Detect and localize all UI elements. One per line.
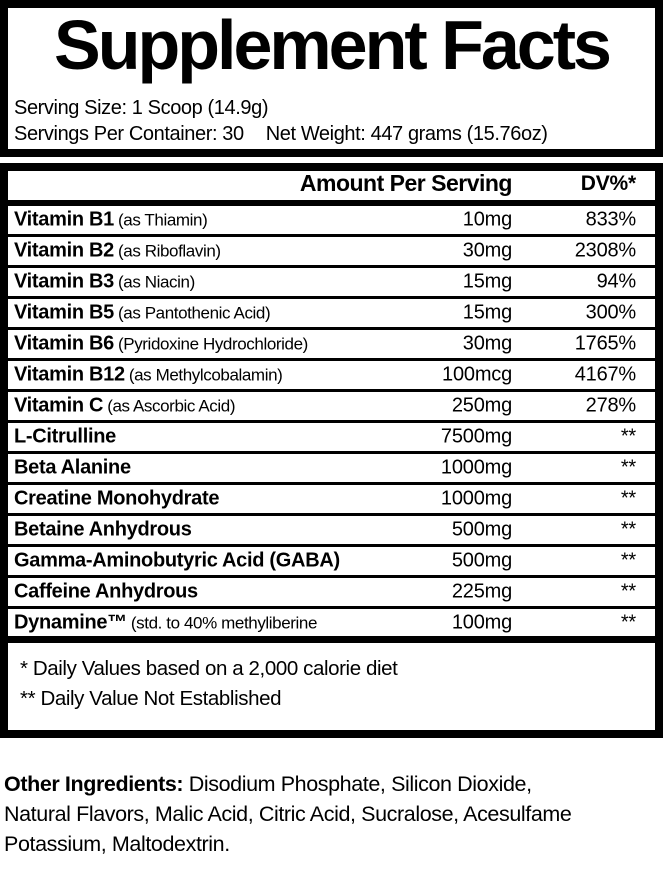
- ingredient-descriptor: (Pyridoxine Hydrochloride): [118, 334, 308, 354]
- ingredient-descriptor: (as Pantothenic Acid): [118, 303, 271, 323]
- table-row: [8, 578, 655, 609]
- ingredient-amount: 15mg: [462, 270, 512, 293]
- ingredient-amount: 1000mg: [440, 456, 512, 479]
- table-row: [8, 423, 655, 454]
- ingredient-amount: 30mg: [462, 239, 512, 262]
- other-ingredients: [4, 769, 571, 859]
- ingredient-dv: 1765%: [574, 332, 636, 355]
- serving-line-2: [14, 122, 548, 148]
- ingredient-dv: 94%: [596, 270, 636, 293]
- ingredient-name: Vitamin B6: [14, 332, 114, 355]
- ingredient-dv: 4167%: [574, 363, 636, 386]
- other-ingredients-line: Disodium Phosphate, Silicon Dioxide,: [188, 772, 532, 796]
- ingredient-name: Betaine Anhydrous: [14, 518, 192, 541]
- table-row: [8, 268, 655, 299]
- ingredient-dv: **: [620, 425, 636, 448]
- header-box: [0, 0, 663, 157]
- other-ingredients-line: Potassium, Maltodextrin.: [4, 832, 230, 856]
- table-row: [8, 299, 655, 330]
- ingredient-name: Vitamin B12: [14, 363, 125, 386]
- ingredient-dv: 278%: [585, 394, 636, 417]
- ingredient-name: L-Citrulline: [14, 425, 116, 448]
- ingredient-name: Vitamin B2: [14, 239, 114, 262]
- ingredient-dv: **: [620, 518, 636, 541]
- ingredient-dv: **: [620, 611, 636, 633]
- ingredient-name: Vitamin B1: [14, 208, 114, 231]
- footnotes: [8, 643, 655, 714]
- other-ingredients-line: Natural Flavors, Malic Acid, Citric Acid, Sucralose, Acesulfame: [4, 802, 572, 826]
- ingredient-name: Vitamin B3: [14, 270, 114, 293]
- ingredient-name: Beta Alanine: [14, 456, 131, 479]
- table-row: [8, 237, 655, 268]
- serving-size: Serving Size: 1 Scoop (14.9g): [14, 97, 269, 119]
- ingredient-descriptor: (std. to 40% methyliberine: [130, 613, 318, 632]
- facts-table: [0, 163, 663, 738]
- col-header-dv: DV%*: [580, 172, 636, 195]
- table-row: [8, 206, 655, 237]
- servings-per-container: Servings Per Container: 30: [14, 122, 244, 145]
- ingredient-dv: **: [620, 549, 636, 572]
- ingredient-dv: 300%: [585, 301, 636, 324]
- table-row: [8, 609, 655, 643]
- serving-info: [14, 96, 548, 147]
- ingredient-amount: 500mg: [451, 518, 512, 541]
- ingredient-descriptor: (as Ascorbic Acid): [107, 396, 236, 416]
- table-row: [8, 454, 655, 485]
- ingredient-descriptor: (as Methylcobalamin): [128, 365, 283, 385]
- ingredient-amount: 225mg: [451, 580, 512, 603]
- ingredient-dv: 2308%: [574, 239, 636, 262]
- ingredient-dv: **: [620, 580, 636, 603]
- other-ingredients-label: Other Ingredients:: [4, 772, 184, 796]
- ingredient-name: Vitamin C: [14, 394, 104, 417]
- ingredient-amount: 1000mg: [440, 487, 512, 510]
- ingredient-dv: **: [620, 487, 636, 510]
- table-row: [8, 392, 655, 423]
- page-title: Supplement Facts: [54, 6, 609, 84]
- ingredient-name: Caffeine Anhydrous: [14, 580, 198, 603]
- col-header-amount: Amount Per Serving: [299, 170, 512, 196]
- footnote-not-established: ** Daily Value Not Established: [20, 687, 282, 710]
- table-row: [8, 485, 655, 516]
- ingredient-amount: 30mg: [462, 332, 512, 355]
- ingredient-amount: 250mg: [451, 394, 512, 417]
- ingredient-name: Creatine Monohydrate: [14, 487, 220, 510]
- ingredient-dv: **: [620, 456, 636, 479]
- ingredient-descriptor: (as Thiamin): [118, 210, 208, 230]
- ingredient-name: Vitamin B5: [14, 301, 114, 324]
- net-weight: Net Weight: 447 grams (15.76oz): [265, 122, 548, 145]
- ingredient-amount: 100mcg: [442, 363, 512, 386]
- ingredient-dv: 833%: [585, 208, 636, 231]
- footnote-daily-values: * Daily Values based on a 2,000 calorie diet: [20, 657, 398, 680]
- ingredient-amount: 15mg: [462, 301, 512, 324]
- ingredient-name: Dynamine™: [14, 611, 127, 633]
- table-row: [8, 361, 655, 392]
- table-header: [8, 171, 655, 206]
- ingredient-amount: 10mg: [462, 208, 512, 231]
- ingredient-amount: 500mg: [451, 549, 512, 572]
- ingredient-descriptor: (as Niacin): [118, 272, 195, 292]
- ingredient-amount: 100mg: [451, 611, 512, 633]
- table-row: [8, 547, 655, 578]
- ingredient-descriptor: (as Riboflavin): [118, 241, 221, 261]
- ingredient-name: Gamma-Aminobutyric Acid (GABA): [14, 549, 340, 572]
- table-row: [8, 330, 655, 361]
- ingredient-amount: 7500mg: [440, 425, 512, 448]
- table-row: [8, 516, 655, 547]
